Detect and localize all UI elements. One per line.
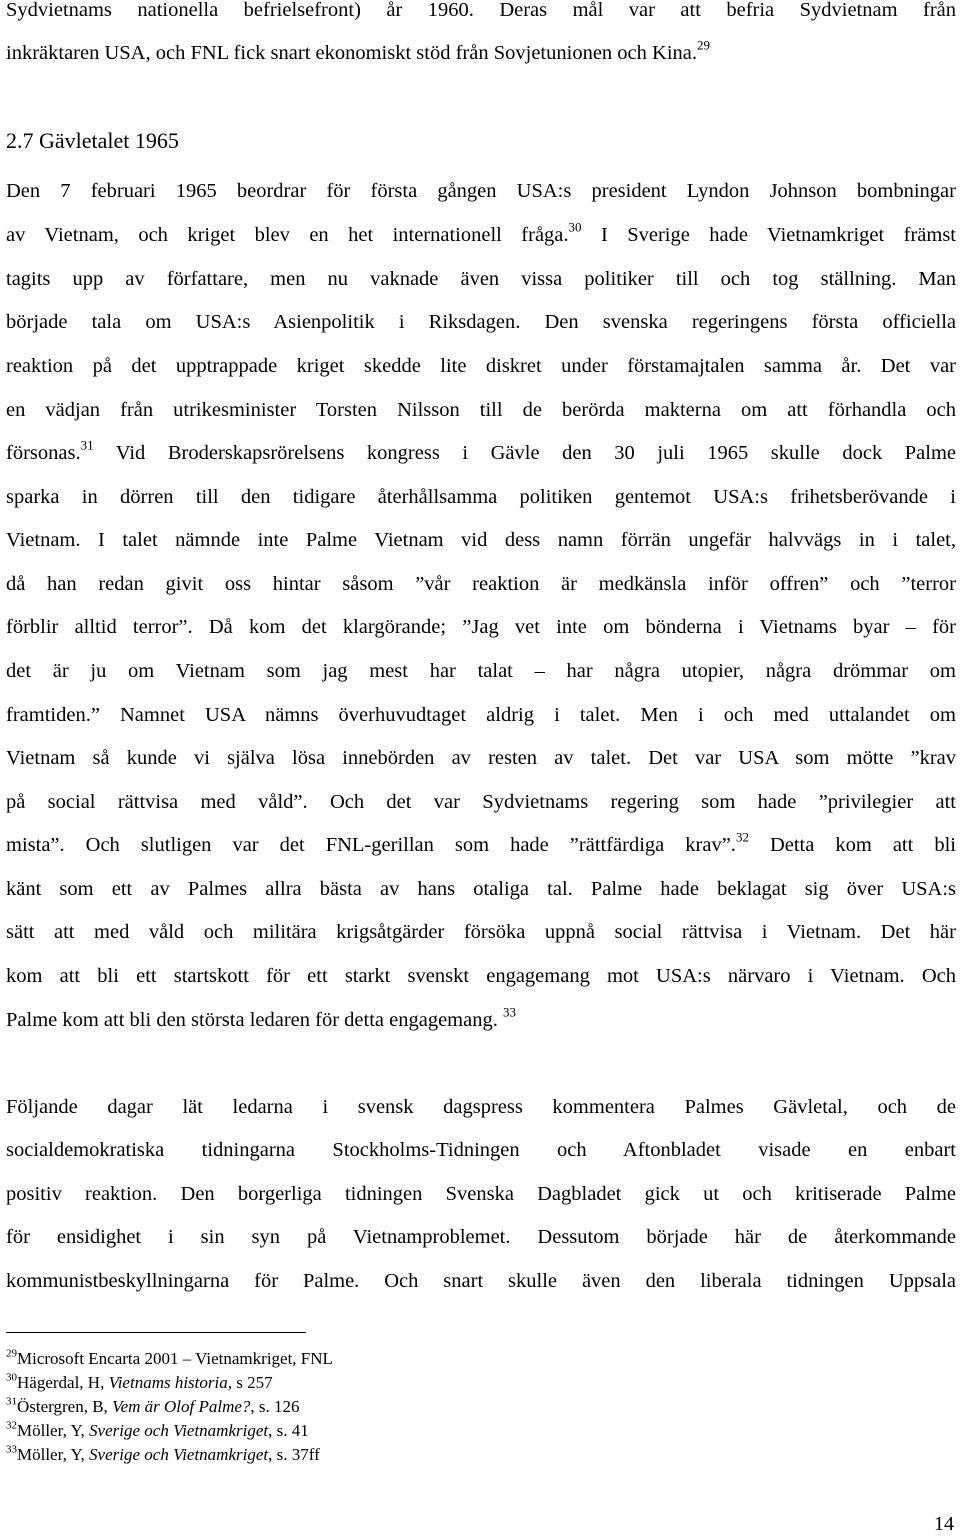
footnote (6, 1348, 333, 1370)
text-fragment: försonas. (6, 442, 81, 464)
text-line: började tala om USA:s Asienpolitik i Riksdagen. Den svenska regeringens första officiella (6, 311, 956, 333)
footnote-ref: 30 (568, 219, 582, 235)
footnote (6, 1396, 300, 1418)
section-heading: 2.7 Gävletalet 1965 (6, 128, 179, 153)
text-line: på social rättvisa med våld”. Och det var Sydvietnams regering som hade ”privilegier att (6, 791, 956, 813)
footnote-text: Hägerdal, H, (17, 1373, 109, 1392)
text-line: en vädjan från utrikesminister Torsten Nilsson till de berörda makterna om att förhandla och (6, 399, 956, 421)
text-line: sparka in dörren till den tidigare återhållsamma politiken gentemot USA:s frihetsberövande i (6, 486, 956, 508)
text-line (6, 439, 956, 467)
text-line: då han redan givit oss hintar såsom ”vår reaktion är medkänsla inför offren” och ”terror (6, 573, 956, 595)
footnote-text: , s. 126 (250, 1397, 300, 1416)
text-line: socialdemokratiska tidningarna Stockholms-Tidningen och Aftonbladet visade en enbart (6, 1139, 956, 1161)
text-fragment: I Sverige hade Vietnamkriget främst (581, 224, 956, 246)
footnote (6, 1444, 320, 1466)
footnote-number: 29 (6, 1347, 17, 1360)
footnote-number: 31 (6, 1395, 17, 1408)
footnote-text: Möller, Y, (17, 1421, 90, 1440)
text-fragment: mista”. Och slutligen var det FNL-gerillan som hade ”rättfärdiga krav”. (6, 834, 736, 856)
text-fragment: Vid Broderskapsrörelsens kongress i Gävle den 30 juli 1965 skulle dock Palme (93, 442, 956, 464)
footnote (6, 1420, 309, 1442)
text-line: kom att bli ett startskott för ett starkt svenskt engagemang mot USA:s närvaro i Vietnam. Och (6, 965, 956, 987)
footnote-title: Sverige och Vietnamkriget (89, 1445, 269, 1464)
text-line: sätt att med våld och militära krigsåtgärder försöka uppnå social rättvisa i Vietnam. Det här (6, 921, 956, 943)
text-line: förblir alltid terror”. Då kom det klargörande; ”Jag vet inte om bönderna i Vietnams byar – för (6, 616, 956, 638)
text-line: positiv reaktion. Den borgerliga tidningen Svenska Dagbladet gick ut och kritiserade Palme (6, 1183, 956, 1205)
text-line: Följande dagar lät ledarna i svensk dagspress kommentera Palmes Gävletal, och de (6, 1096, 956, 1118)
text-line: Den 7 februari 1965 beordrar för första gången USA:s president Lyndon Johnson bombningar (6, 180, 956, 202)
text-line: för ensidighet i sin syn på Vietnamproblemet. Dessutom började här de återkommande (6, 1226, 956, 1248)
text-fragment: av Vietnam, och kriget blev en het internationell fråga. (6, 224, 569, 246)
text-line (6, 1006, 956, 1034)
text-fragment: Detta kom att bli (748, 834, 956, 856)
text-line (6, 221, 956, 249)
text-line (6, 39, 956, 67)
text-line: tagits upp av författare, men nu vaknade även vissa politiker till och tog ställning. Man (6, 268, 956, 290)
footnote-title: Sverige och Vietnamkriget (89, 1421, 269, 1440)
text-line: det är ju om Vietnam som jag mest har talat – har några utopier, några drömmar om (6, 660, 956, 682)
footnote-number: 32 (6, 1419, 17, 1432)
text-fragment: Palme kom att bli den största ledaren för detta engagemang. (6, 1009, 498, 1031)
footnote-text: Microsoft Encarta 2001 – Vietnamkriget, FNL (17, 1349, 333, 1368)
footnote-text: Möller, Y, (17, 1445, 90, 1464)
text-line: kommunistbeskyllningarna för Palme. Och snart skulle även den liberala tidningen Uppsala (6, 1270, 956, 1292)
footnote-text: s 257 (232, 1373, 273, 1392)
footnote-text: Östergren, B, (17, 1397, 113, 1416)
footnote-text: , s. 37ff (268, 1445, 320, 1464)
footnote-title: Vem är Olof Palme? (112, 1397, 251, 1416)
footnote-title: Vietnams historia, (108, 1373, 232, 1392)
page-number: 14 (934, 1513, 954, 1535)
text-line: framtiden.” Namnet USA nämns överhuvudtaget aldrig i talet. Men i och med uttalandet om (6, 704, 956, 726)
footnote-number: 30 (6, 1371, 17, 1384)
footnote-ref: 32 (735, 829, 749, 845)
text-line: reaktion på det upptrappade kriget skedde lite diskret under förstamajtalen samma år. Det var (6, 355, 956, 377)
footnote-separator (6, 1332, 306, 1333)
footnote-ref: 29 (696, 37, 710, 53)
text-line: Sydvietnams nationella befrielsefront) år 1960. Deras mål var att befria Sydvietnam från (6, 0, 956, 21)
footnote-ref: 31 (80, 437, 94, 453)
text-fragment: inkräktaren USA, och FNL fick snart ekonomiskt stöd från Sovjetunionen och Kina. (6, 42, 697, 64)
text-line: Vietnam så kunde vi själva lösa innebörden av resten av talet. Det var USA som mötte ”krav (6, 747, 956, 769)
footnote (6, 1372, 273, 1394)
footnote-text: , s. 41 (268, 1421, 309, 1440)
footnote-number: 33 (6, 1443, 17, 1456)
footnote-ref: 33 (502, 1004, 516, 1020)
text-line (6, 831, 956, 859)
text-line: Vietnam. I talet nämnde inte Palme Vietnam vid dess namn förrän ungefär halvvägs in i talet, (6, 529, 956, 551)
text-line: känt som ett av Palmes allra bästa av hans otaliga tal. Palme hade beklagat sig över USA:s (6, 878, 956, 900)
